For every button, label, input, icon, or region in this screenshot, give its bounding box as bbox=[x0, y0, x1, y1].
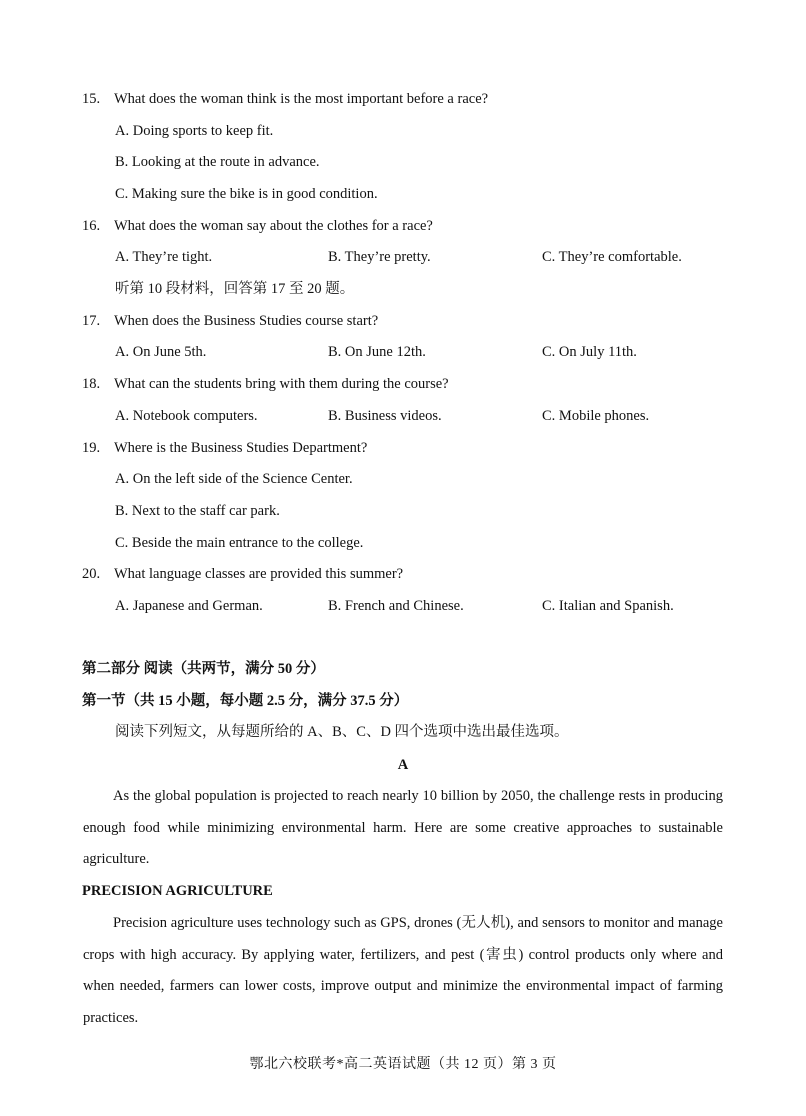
question-text: When does the Business Studies course start? bbox=[114, 313, 379, 329]
option-16-a: A. They’re tight. bbox=[115, 249, 213, 265]
question-number: 18. bbox=[82, 376, 101, 392]
option-16-c: C. They’re comfortable. bbox=[542, 249, 682, 265]
option-17-b: B. On June 12th. bbox=[328, 344, 426, 360]
listening-instruction: 听第 10 段材料，回答第 17 至 20 题。 bbox=[115, 281, 355, 297]
question-text: Where is the Business Studies Department? bbox=[114, 440, 368, 456]
passage-paragraph: Precision agriculture uses technology such as GPS, drones (无人机), and sensors to monitor and manage crops with high accuracy. By applying water, fertilizers, and pest (害虫) control products only where and when needed, farmers can lower costs, improve output and minimize the environmental impact of farming practices. bbox=[83, 915, 723, 1027]
question-18 bbox=[82, 375, 449, 393]
option-15-a: A. Doing sports to keep fit. bbox=[115, 123, 274, 139]
option-15-b: B. Looking at the route in advance. bbox=[115, 154, 320, 170]
question-number: 15. bbox=[82, 91, 101, 107]
section1-heading: 第一节（共 15 小题，每小题 2.5 分，满分 37.5 分） bbox=[82, 693, 409, 709]
option-16-b: B. They’re pretty. bbox=[328, 249, 431, 265]
question-20 bbox=[82, 565, 403, 583]
question-number: 20. bbox=[82, 566, 101, 582]
option-19-c: C. Beside the main entrance to the college. bbox=[115, 535, 364, 551]
question-15 bbox=[82, 90, 488, 108]
part2-heading: 第二部分 阅读（共两节，满分 50 分） bbox=[82, 661, 325, 677]
option-19-b: B. Next to the staff car park. bbox=[115, 503, 280, 519]
option-20-b: B. French and Chinese. bbox=[328, 598, 464, 614]
question-number: 19. bbox=[82, 440, 101, 456]
option-18-c: C. Mobile phones. bbox=[542, 408, 650, 424]
option-15-c: C. Making sure the bike is in good condition. bbox=[115, 186, 378, 202]
question-16 bbox=[82, 217, 433, 235]
option-19-a: A. On the left side of the Science Center. bbox=[115, 471, 353, 487]
page-footer: 鄂北六校联考*高二英语试题（共 12 页）第 3 页 bbox=[249, 1057, 557, 1072]
option-20-c: C. Italian and Spanish. bbox=[542, 598, 674, 614]
question-17 bbox=[82, 312, 378, 330]
option-17-c: C. On July 11th. bbox=[542, 344, 637, 360]
passage-intro: As the global population is projected to reach nearly 10 billion by 2050, the challenge rests in producing enough food while minimizing environmental harm. Here are some creative approaches to sustainable agriculture. bbox=[83, 788, 723, 868]
question-19 bbox=[82, 439, 367, 457]
question-text: What does the woman say about the clothes for a race? bbox=[114, 218, 433, 234]
question-number: 17. bbox=[82, 313, 101, 329]
option-20-a: A. Japanese and German. bbox=[115, 598, 263, 614]
question-text: What language classes are provided this summer? bbox=[114, 566, 404, 582]
question-text: What can the students bring with them during the course? bbox=[114, 376, 449, 392]
passage-subheading: PRECISION AGRICULTURE bbox=[82, 883, 273, 899]
section1-instruction: 阅读下列短文，从每题所给的 A、B、C、D 四个选项中选出最佳选项。 bbox=[115, 724, 569, 740]
question-text: What does the woman think is the most important before a race? bbox=[114, 91, 489, 107]
option-18-a: A. Notebook computers. bbox=[115, 408, 258, 424]
passage-label: A bbox=[397, 757, 409, 773]
question-number: 16. bbox=[82, 218, 101, 234]
option-17-a: A. On June 5th. bbox=[115, 344, 207, 360]
option-18-b: B. Business videos. bbox=[328, 408, 442, 424]
